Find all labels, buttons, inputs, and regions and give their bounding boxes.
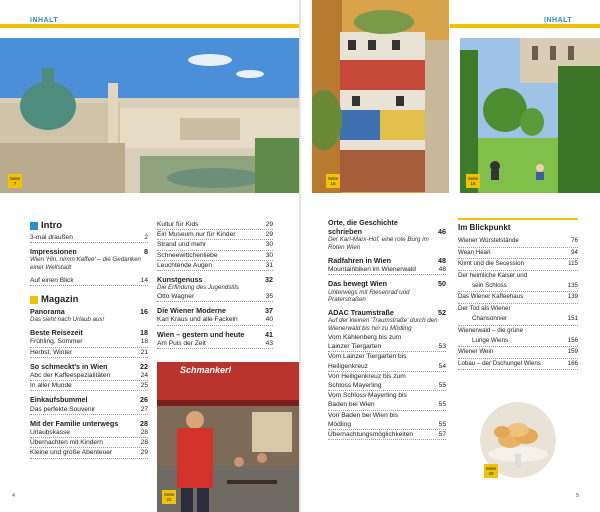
toc-chapter[interactable]: Das bewegt Wien 50 bbox=[328, 279, 446, 289]
toc-entry[interactable]: Von Heiligenkreuz bis zum bbox=[328, 372, 406, 380]
toc-entry[interactable]: Herbst, Winter 21 bbox=[30, 348, 148, 358]
header-label: INHALT bbox=[544, 17, 573, 24]
shop-sign: Schmankerl bbox=[180, 365, 232, 375]
blickpunkt-entry[interactable]: Chansonnier 151 bbox=[458, 314, 578, 325]
hundertwasser-photo bbox=[312, 0, 449, 193]
toc-entry[interactable]: In aller Munde 25 bbox=[30, 381, 148, 391]
toc-subtitle: Der Karl-Marx-Hof, eine rote Burg im Roten Wien bbox=[328, 236, 429, 252]
toc-entry[interactable]: Vom Lainzer Tiergarten bis bbox=[328, 353, 407, 361]
photo-page-badge: Seite 29 bbox=[485, 466, 497, 476]
blickpunkt-entry[interactable]: Lunge Wiens 156 bbox=[458, 336, 578, 347]
toc-entry[interactable]: Strand und mehr 30 bbox=[157, 240, 273, 250]
blickpunkt-entry[interactable]: Das Wiener Kaffeehaus 139 bbox=[458, 292, 578, 303]
toc-entry[interactable]: Schneewittchenliebe 30 bbox=[157, 251, 273, 261]
toc-entry[interactable]: Lainzer Tiergarten 53 bbox=[328, 342, 446, 352]
toc-subtitle: Unterwegs mit Riesenrad und Praterstraßen bbox=[328, 288, 410, 304]
toc-entry[interactable]: 3-mal draußen 2 bbox=[30, 233, 148, 243]
toc-subtitle: Wien 'Hin, nimm Kaffee' – die Gedanken einer Weltstadt bbox=[30, 256, 141, 272]
blickpunkt-entry[interactable]: Wienerwald – die grüne bbox=[458, 326, 524, 334]
blickpunkt-entry[interactable]: Wean Heari 94 bbox=[458, 248, 578, 259]
blickpunkt-entry[interactable]: sein Schloss 135 bbox=[458, 281, 578, 292]
toc-entry[interactable]: Übernachten mit Kindern 28 bbox=[30, 438, 148, 448]
toc-entry[interactable]: Mountainbiken im Wienerwald 48 bbox=[328, 265, 446, 275]
toc-entry[interactable]: Leuchtende Augen 31 bbox=[157, 261, 273, 271]
blickpunkt-title: Im Blickpunkt bbox=[458, 218, 578, 233]
blickpunkt-entry[interactable]: Lobau – der Dschungel Wiens 166 bbox=[458, 359, 578, 370]
toc-entry[interactable]: Kultur für Kids 29 bbox=[157, 220, 273, 230]
blickpunkt-entry[interactable]: Wiener Würstelstände 76 bbox=[458, 236, 578, 247]
blickpunkt-entry[interactable]: Klimt und die Secession 115 bbox=[458, 259, 578, 270]
toc-chapter[interactable]: Panorama 16 bbox=[30, 307, 148, 317]
toc-entry[interactable]: Karl Kraus und alle Fackeln 40 bbox=[157, 315, 273, 325]
market-photo bbox=[157, 362, 300, 512]
toc-entry[interactable]: Abc der Kaffeespezialitäten 24 bbox=[30, 371, 148, 381]
photo-page-badge: Seite 7 bbox=[9, 176, 21, 186]
toc-chapter[interactable]: Radfahren in Wien 48 bbox=[328, 256, 446, 265]
page-number: 4 bbox=[12, 493, 16, 499]
toc-chapter[interactable]: ADAC Traumstraße 52 bbox=[328, 308, 446, 318]
photo-page-badge: Seite 22 bbox=[163, 492, 175, 502]
toc-entry[interactable]: Urlaubskasse 28 bbox=[30, 428, 148, 438]
toc-chapter[interactable]: Die Wiener Moderne 37 bbox=[157, 306, 273, 316]
toc-chapter[interactable]: schrieben 46 bbox=[328, 227, 446, 237]
photo-page-badge: Seite 16 bbox=[327, 176, 339, 186]
blickpunkt-entry[interactable]: Der heimliche Kaiser und bbox=[458, 271, 528, 279]
toc-entry[interactable]: Ein Museum nur für Kinder 29 bbox=[157, 230, 273, 240]
header-label: INHALT bbox=[30, 17, 59, 24]
blickpunkt-entry[interactable]: Der Tod als Wiener bbox=[458, 304, 511, 312]
toc-subtitle: Die Erfindung des Jugendstils bbox=[157, 284, 239, 292]
toc-entry[interactable]: Übernachtungsmöglichkeiten 57 bbox=[328, 430, 446, 440]
toc-chapter[interactable]: So schmeckt's in Wien 22 bbox=[30, 361, 148, 371]
toc-entry[interactable]: Am Puls der Zeit 43 bbox=[157, 339, 273, 349]
photo-page-badge: Seite 18 bbox=[467, 176, 479, 186]
toc-column-2 bbox=[157, 220, 273, 349]
karlskirche-photo bbox=[0, 38, 300, 193]
toc-subtitle: Das sieht nach Urlaub aus! bbox=[30, 316, 105, 324]
page-number: 5 bbox=[576, 493, 580, 499]
section-square-icon bbox=[30, 222, 38, 230]
blickpunkt-box bbox=[458, 218, 578, 370]
toc-subtitle: Auf der kleinen 'Traumstraße' durch den Wienerwald bis hin zu Mödling bbox=[328, 317, 438, 333]
blickpunkt-entry[interactable]: Wiener Wein 159 bbox=[458, 347, 578, 358]
toc-entry[interactable]: Mödling 55 bbox=[328, 420, 446, 430]
section-square-icon bbox=[30, 296, 38, 304]
header-bar bbox=[450, 24, 600, 28]
toc-chapter-title[interactable]: Orte, die Geschichte bbox=[328, 218, 398, 227]
toc-column-1 bbox=[30, 220, 148, 459]
toc-chapter[interactable]: Mit der Familie unterwegs 28 bbox=[30, 418, 148, 428]
toc-chapter[interactable]: Beste Reisezeit 18 bbox=[30, 328, 148, 338]
toc-chapter[interactable]: Impressionen 8 bbox=[30, 247, 148, 257]
toc-entry[interactable]: Heiligenkreuz 54 bbox=[328, 362, 446, 372]
toc-entry[interactable]: Otto Wagner 35 bbox=[157, 292, 273, 302]
header-bar bbox=[0, 24, 300, 28]
magazin-heading: Magazin bbox=[30, 294, 148, 306]
toc-entry[interactable]: Vom Kahlenberg bis zum bbox=[328, 334, 402, 341]
toc-entry[interactable]: Kleine und große Abenteuer 29 bbox=[30, 448, 148, 458]
toc-chapter[interactable]: Einkaufsbummel 26 bbox=[30, 395, 148, 405]
toc-chapter[interactable]: Kunstgenuss 32 bbox=[157, 275, 273, 285]
toc-chapter[interactable]: Wien – gestern und heute 41 bbox=[157, 329, 273, 339]
toc-entry[interactable]: Schloss Mayerling 55 bbox=[328, 381, 446, 391]
intro-heading: Intro bbox=[30, 220, 148, 232]
toc-entry[interactable]: Vom Schloss Mayerling bis bbox=[328, 392, 407, 400]
toc-entry[interactable]: Frühling, Sommer 18 bbox=[30, 337, 148, 347]
toc-entry[interactable]: Von Baden bei Wien bis bbox=[328, 411, 399, 419]
toc-entry[interactable]: Das perfekte Souvenir 27 bbox=[30, 405, 148, 415]
right-page bbox=[300, 0, 600, 512]
garden-photo bbox=[460, 38, 600, 193]
toc-entry[interactable]: Baden bei Wien 55 bbox=[328, 400, 446, 410]
toc-entry[interactable]: Auf einen Blick 14 bbox=[30, 276, 148, 286]
toc-column-3 bbox=[328, 218, 446, 440]
